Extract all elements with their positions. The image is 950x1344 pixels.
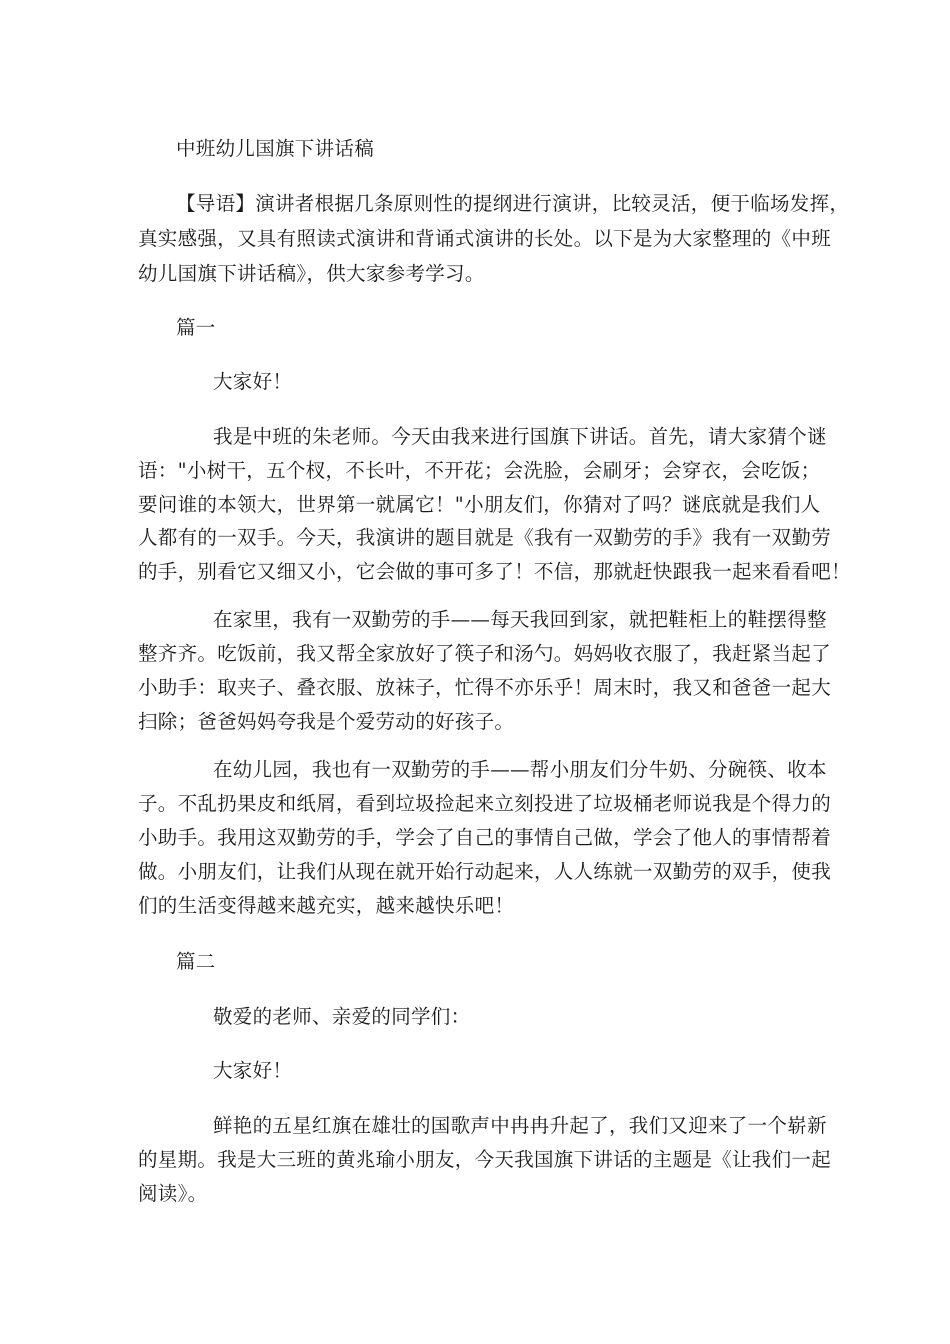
paragraph-line: 们的生活变得越来越充实，越来越快乐吧！ <box>138 894 515 917</box>
salutation: 敬爱的老师、亲爱的同学们： <box>213 1005 471 1028</box>
paragraph-line: 语："小树干，五个杈，不长叶，不开花；会洗脸，会刷牙；会穿衣，会吃饭； <box>138 459 821 482</box>
paragraph-line: 要问谁的本领大，世界第一就属它！"小朋友们，你猜对了吗？谜底就是我们人 <box>138 493 821 516</box>
intro-line: 【导语】演讲者根据几条原则性的提纲进行演讲，比较灵活，便于临场发挥， <box>176 192 850 215</box>
paragraph-line: 的手，别看它又细又小，它会做的事可多了！不信，那就赶快跟我一起来看看吧！ <box>138 560 851 583</box>
paragraph-line: 的星期。我是大三班的黄兆瑜小朋友，今天我国旗下讲话的主题是《让我们一起 <box>138 1148 832 1171</box>
paragraph-line: 在幼儿园，我也有一双勤劳的手——帮小朋友们分牛奶、分碗筷、收本 <box>213 758 827 781</box>
greeting: 大家好！ <box>213 370 293 393</box>
paragraph-line: 做。小朋友们，让我们从现在就开始行动起来，人人练就一双勤劳的双手，使我 <box>138 860 832 883</box>
paragraph-line: 扫除；爸爸妈妈夸我是个爱劳动的好孩子。 <box>138 710 515 733</box>
intro-line: 真实感强，又具有照读式演讲和背诵式演讲的长处。以下是为大家整理的《中班 <box>138 227 832 250</box>
greeting: 大家好！ <box>213 1059 293 1082</box>
paragraph-line: 我是中班的朱老师。今天由我来进行国旗下讲话。首先，请大家猜个谜 <box>213 425 827 448</box>
paragraph-line: 子。不乱扔果皮和纸屑，看到垃圾捡起来立刻投进了垃圾桶老师说我是个得力的 <box>138 792 832 815</box>
paragraph-line: 小助手：取夹子、叠衣服、放袜子，忙得不亦乐乎！周末时，我又和爸爸一起大 <box>138 676 832 699</box>
paragraph-line: 鲜艳的五星红旗在雄壮的国歌声中冉冉升起了，我们又迎来了一个崭新 <box>213 1114 827 1137</box>
paragraph-line: 小助手。我用这双勤劳的手，学会了自己的事情自己做，学会了他人的事情帮着 <box>138 826 832 849</box>
intro-line: 幼儿国旗下讲话稿》，供大家参考学习。 <box>138 262 485 285</box>
paragraph-line: 在家里，我有一双勤劳的手——每天我回到家，就把鞋柜上的鞋摆得整 <box>213 608 827 631</box>
section-heading: 篇二 <box>176 950 216 973</box>
section-heading: 篇一 <box>176 316 216 339</box>
paragraph-line: 人都有的一双手。今天，我演讲的题目就是《我有一双勤劳的手》我有一双勤劳 <box>138 526 832 549</box>
paragraph-line: 阅读》。 <box>138 1182 208 1205</box>
paragraph-line: 整齐齐。吃饭前，我又帮全家放好了筷子和汤勺。妈妈收衣服了，我赶紧当起了 <box>138 642 832 665</box>
document-title: 中班幼儿国旗下讲话稿 <box>176 137 375 160</box>
